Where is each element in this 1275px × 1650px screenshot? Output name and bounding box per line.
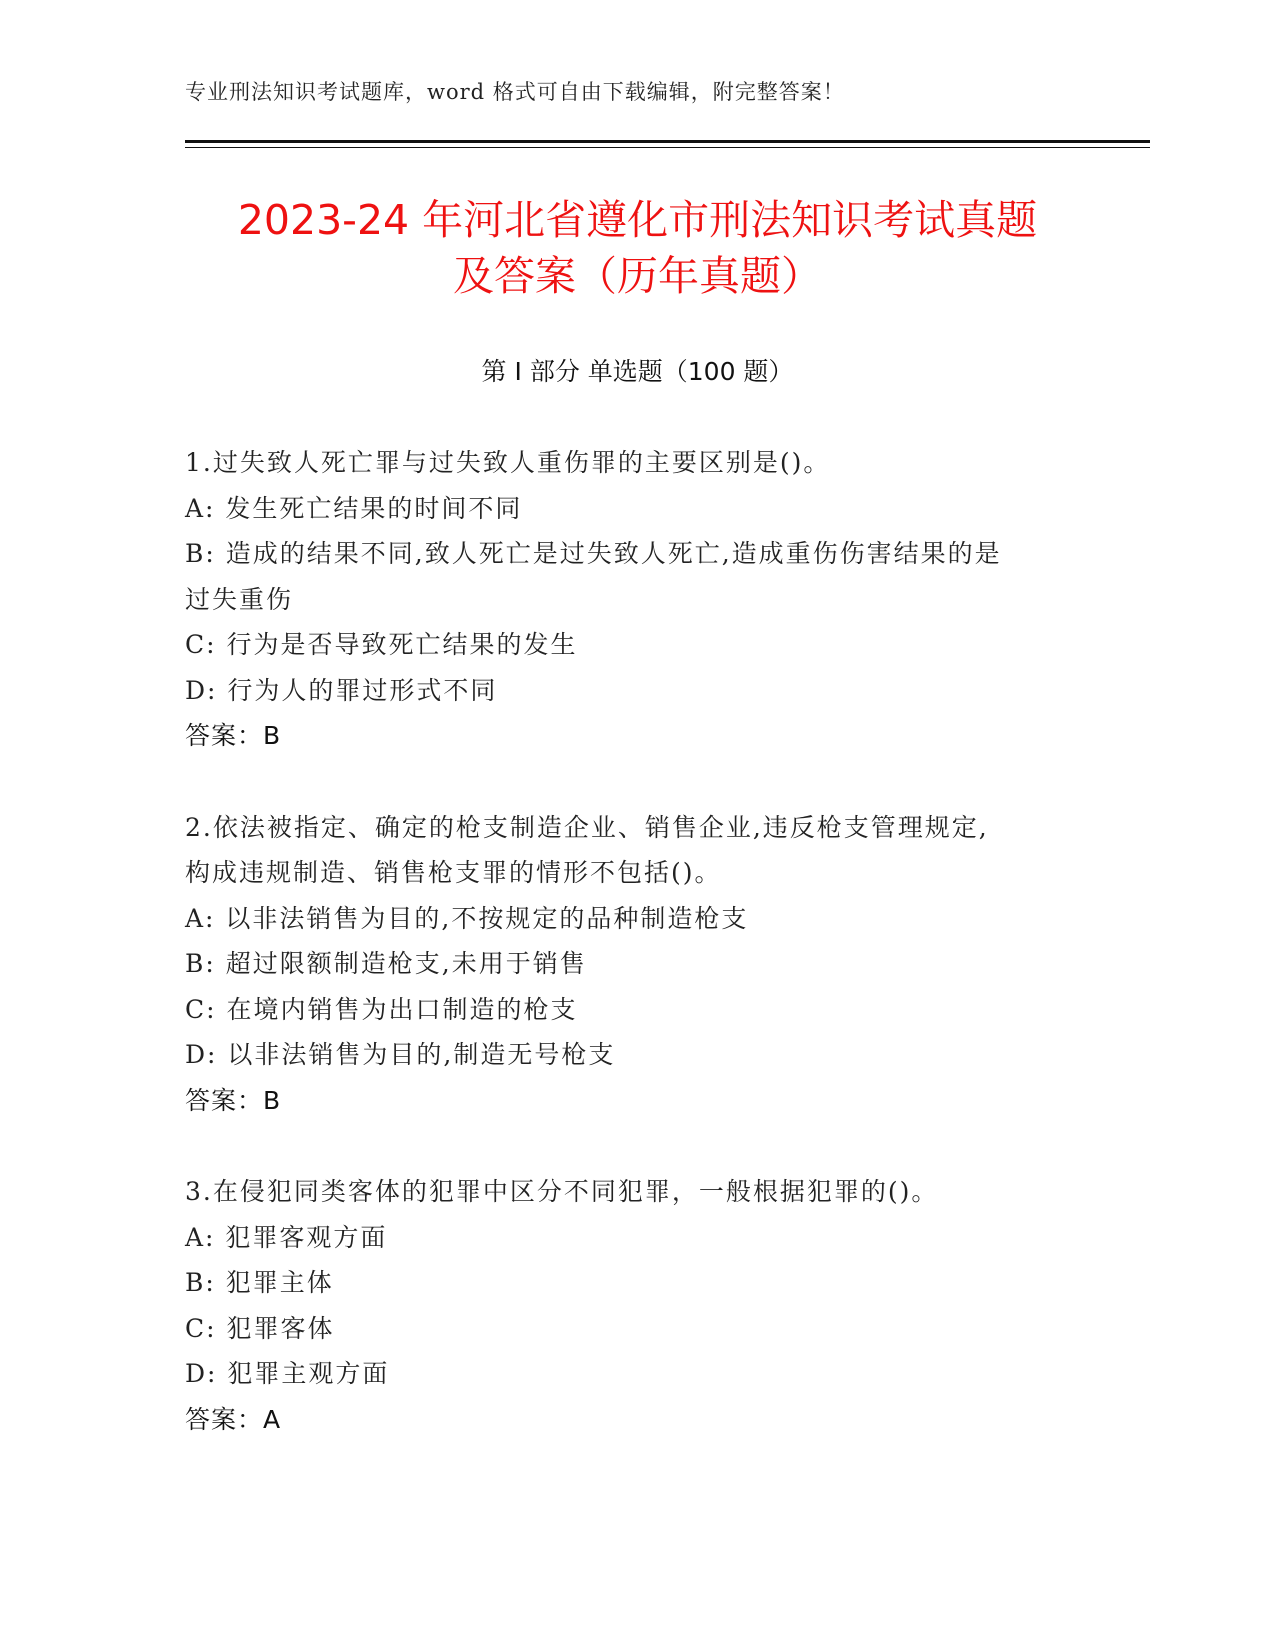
answer-option: B: 造成的结果不同,致人死亡是过失致人死亡,造成重伤伤害结果的是 [185, 539, 1002, 568]
document-title-line-1: 2023-24 年河北省遵化市刑法知识考试真题 [237, 196, 1038, 244]
answer-option: A: 发生死亡结果的时间不同 [185, 493, 523, 523]
answer-option: C: 行为是否导致死亡结果的发生 [185, 630, 578, 659]
answer-option: B: 超过限额制造枪支,未用于销售 [185, 949, 587, 978]
question-list [185, 440, 1085, 1488]
question-item [185, 1169, 1085, 1442]
question-stem: 1.过失致人死亡罪与过失致人重伤罪的主要区别是()。 [185, 448, 831, 477]
answer-option: 过失重伤 [185, 584, 294, 614]
question-stem: 2.依法被指定、确定的枪支制造企业、销售企业,违反枪支管理规定, [185, 812, 989, 842]
document-title-line-2: 及答案（历年真题） [453, 252, 822, 300]
answer-option: A: 犯罪客观方面 [185, 1222, 388, 1252]
answer-option: C: 在境内销售为出口制造的枪支 [185, 994, 578, 1024]
answer-option: C: 犯罪客体 [185, 1313, 335, 1343]
section-title: 第 I 部分 单选题（100 题） [481, 357, 794, 386]
answer-option: D: 以非法销售为目的,制造无号枪支 [185, 1040, 616, 1069]
header-note: 专业刑法知识考试题库，word 格式可自由下载编辑，附完整答案！ [185, 80, 845, 104]
question-stem: 构成违规制造、销售枪支罪的情形不包括()。 [185, 858, 722, 887]
question-stem: 3.在侵犯同类客体的犯罪中区分不同犯罪，一般根据犯罪的()。 [185, 1177, 939, 1206]
answer-key: 答案：B [185, 1085, 282, 1115]
answer-option: A: 以非法销售为目的,不按规定的品种制造枪支 [185, 903, 749, 933]
answer-option: D: 行为人的罪过形式不同 [185, 675, 498, 705]
answer-key: 答案：B [185, 721, 282, 750]
header-rule-thin [185, 147, 1150, 148]
answer-key: 答案：A [185, 1404, 282, 1434]
header-rule-thick [185, 140, 1150, 143]
answer-option: B: 犯罪主体 [185, 1268, 334, 1297]
answer-option: D: 犯罪主观方面 [185, 1359, 390, 1388]
question-item [185, 440, 1085, 759]
document-title [150, 192, 1125, 304]
question-item [185, 805, 1085, 1124]
